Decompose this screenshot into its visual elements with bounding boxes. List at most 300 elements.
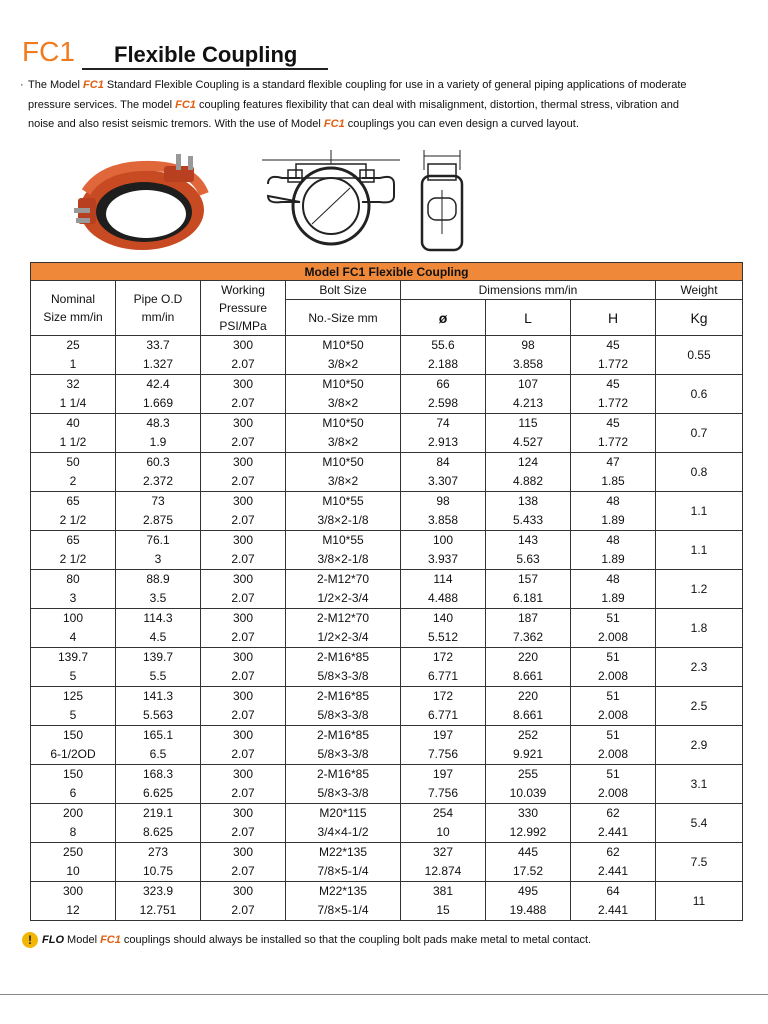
- cell-value: 2.875: [142, 513, 174, 527]
- table-cell: [116, 843, 201, 882]
- cell-value: 5.5: [149, 669, 167, 683]
- cell-value: 45: [606, 377, 620, 391]
- cell-value: 2.441: [597, 825, 629, 839]
- cell-value: 48: [606, 572, 620, 586]
- table-cell: [201, 843, 286, 882]
- cell-value: 150: [62, 767, 84, 781]
- weight-cell: 1.8: [656, 609, 743, 648]
- cell-value: 32: [66, 377, 80, 391]
- cell-value: 8.625: [142, 825, 174, 839]
- coupling-photo: [64, 152, 224, 256]
- table-cell: [571, 726, 656, 765]
- cell-value: 2.07: [231, 708, 255, 722]
- intro-text: The Model: [28, 79, 84, 91]
- cell-value: 300: [232, 416, 254, 430]
- col-working-pressure: Working Pressure PSI/MPa: [201, 281, 286, 336]
- table-cell: [116, 414, 201, 453]
- cell-value: 9.921: [512, 747, 544, 761]
- cell-value: 1.669: [142, 396, 174, 410]
- col-weight: Weight: [656, 281, 743, 300]
- cell-value: 323.9: [142, 884, 174, 898]
- table-cell: [201, 648, 286, 687]
- note-text: Model: [64, 933, 101, 946]
- table-cell: [571, 765, 656, 804]
- table-cell: [31, 609, 116, 648]
- table-cell: [31, 648, 116, 687]
- table-cell: [201, 765, 286, 804]
- cell-value: 8.661: [512, 708, 544, 722]
- table-cell: [286, 609, 401, 648]
- table-cell: [201, 804, 286, 843]
- cell-value: 1/2×2-3/4: [317, 630, 369, 644]
- table-cell: [31, 453, 116, 492]
- table-cell: [31, 414, 116, 453]
- warning-icon: !: [22, 932, 38, 948]
- cell-value: 5/8×3-3/8: [317, 708, 369, 722]
- cell-value: 3/8×2-1/8: [317, 552, 369, 566]
- side-view-drawing: [414, 150, 472, 256]
- note-text: couplings should always be installed so that the coupling bolt pads make metal to metal contact.: [120, 933, 592, 946]
- cell-value: 5/8×3-3/8: [317, 669, 369, 683]
- table-cell: [116, 570, 201, 609]
- col-kg: Kg: [656, 300, 743, 336]
- table-cell: [286, 687, 401, 726]
- table-cell: [486, 570, 571, 609]
- cell-value: 2-M12*70: [316, 572, 370, 586]
- weight-cell: 1.2: [656, 570, 743, 609]
- table-cell: [201, 531, 286, 570]
- table-cell: [571, 804, 656, 843]
- table-cell: [116, 687, 201, 726]
- cell-value: 3/8×2: [327, 435, 359, 449]
- cell-value: 2.07: [231, 591, 255, 605]
- cell-value: 381: [432, 884, 454, 898]
- cell-value: 6: [69, 786, 77, 800]
- cell-value: 495: [517, 884, 539, 898]
- cell-value: 80: [66, 572, 80, 586]
- cell-value: 2.008: [597, 669, 629, 683]
- table-row: [31, 843, 743, 882]
- cell-value: 1.89: [601, 591, 625, 605]
- col-pipe-od: Pipe O.D mm/in: [116, 281, 201, 336]
- table-row: [31, 570, 743, 609]
- cell-value: 220: [517, 689, 539, 703]
- table-row: [31, 726, 743, 765]
- cell-value: 6-1/2OD: [50, 747, 96, 761]
- table-row: [31, 687, 743, 726]
- cell-value: 65: [66, 533, 80, 547]
- cell-value: 220: [517, 650, 539, 664]
- cell-value: 98: [436, 494, 450, 508]
- cell-value: 172: [432, 650, 454, 664]
- cell-value: 3: [154, 552, 162, 566]
- cell-value: 2.07: [231, 357, 255, 371]
- cell-value: 300: [232, 728, 254, 742]
- cell-value: M10*55: [322, 494, 364, 508]
- intro-text: couplings you can even design a curved layout.: [344, 118, 579, 130]
- cell-value: M20*115: [319, 806, 367, 820]
- cell-value: 3.5: [149, 591, 167, 605]
- table-cell: [31, 531, 116, 570]
- front-view-drawing: [262, 150, 400, 256]
- table-row: [31, 375, 743, 414]
- cell-value: 254: [432, 806, 454, 820]
- cell-value: 300: [232, 806, 254, 820]
- cell-value: 2.372: [142, 474, 174, 488]
- cell-value: 5.563: [142, 708, 174, 722]
- cell-value: 200: [62, 806, 84, 820]
- weight-cell: 0.55: [656, 336, 743, 375]
- cell-value: 115: [518, 416, 538, 430]
- cell-value: 25: [66, 338, 80, 352]
- table-cell: [486, 609, 571, 648]
- cell-value: 165.1: [142, 728, 174, 742]
- model-highlight: FC1: [100, 933, 121, 946]
- weight-cell: 1.1: [656, 492, 743, 531]
- table-cell: [571, 336, 656, 375]
- cell-value: 150: [62, 728, 84, 742]
- cell-value: 5: [69, 708, 77, 722]
- cell-value: 6.5: [149, 747, 167, 761]
- cell-value: 1.772: [597, 435, 629, 449]
- cell-value: 445: [517, 845, 539, 859]
- table-cell: [286, 531, 401, 570]
- model-highlight: FC1: [175, 98, 196, 111]
- cell-value: 2.008: [597, 747, 629, 761]
- table-row: [31, 414, 743, 453]
- table-cell: [486, 765, 571, 804]
- table-cell: [31, 882, 116, 921]
- cell-value: 2.008: [597, 630, 629, 644]
- table-cell: [401, 765, 486, 804]
- cell-value: 17.52: [512, 864, 544, 878]
- cell-value: 300: [232, 494, 254, 508]
- table-cell: [486, 843, 571, 882]
- cell-value: 141.3: [142, 689, 174, 703]
- cell-value: 2 1/2: [59, 552, 87, 566]
- cell-value: 8: [69, 825, 77, 839]
- table-cell: [201, 726, 286, 765]
- cell-value: 140: [432, 611, 454, 625]
- cell-value: 6.771: [427, 708, 459, 722]
- cell-value: 2 1/2: [59, 513, 87, 527]
- bullet: ·: [20, 79, 24, 91]
- table-cell: [401, 375, 486, 414]
- cell-value: 139.7: [142, 650, 174, 664]
- weight-cell: 7.5: [656, 843, 743, 882]
- title-underline: [82, 68, 328, 70]
- cell-value: 60.3: [146, 455, 170, 469]
- weight-cell: 11: [656, 882, 743, 921]
- table-cell: [286, 804, 401, 843]
- cell-value: 64: [606, 884, 620, 898]
- table-cell: [116, 648, 201, 687]
- table-cell: [201, 882, 286, 921]
- cell-value: 327: [432, 845, 454, 859]
- cell-value: 10.039: [509, 786, 547, 800]
- table-cell: [486, 414, 571, 453]
- cell-value: 3.858: [427, 513, 459, 527]
- cell-value: 19.488: [509, 903, 547, 917]
- table-cell: [286, 570, 401, 609]
- cell-value: 100: [432, 533, 454, 547]
- table-cell: [286, 765, 401, 804]
- cell-value: 1.89: [601, 513, 625, 527]
- cell-value: 48: [606, 494, 620, 508]
- cell-value: 7/8×5-1/4: [317, 864, 369, 878]
- table-cell: [486, 492, 571, 531]
- cell-value: 45: [606, 338, 620, 352]
- table-cell: [31, 804, 116, 843]
- cell-value: 300: [232, 455, 254, 469]
- cell-value: 100: [62, 611, 84, 625]
- cell-value: 2.008: [597, 708, 629, 722]
- cell-value: M10*50: [322, 377, 364, 391]
- table-row: [31, 609, 743, 648]
- table-cell: [116, 765, 201, 804]
- weight-cell: 2.5: [656, 687, 743, 726]
- cell-value: 168.3: [142, 767, 174, 781]
- cell-value: 2.07: [231, 864, 255, 878]
- table-cell: [401, 492, 486, 531]
- cell-value: 12.992: [509, 825, 547, 839]
- cell-value: 3/8×2: [327, 474, 359, 488]
- cell-value: 2.07: [231, 903, 255, 917]
- cell-value: 40: [66, 416, 80, 430]
- intro-text: Standard Flexible Coupling is a standard flexible coupling for use in a variety of general piping applications of moderate: [103, 79, 687, 91]
- cell-value: 6.625: [142, 786, 174, 800]
- weight-cell: 1.1: [656, 531, 743, 570]
- cell-value: 51: [606, 650, 620, 664]
- table-cell: [31, 375, 116, 414]
- cell-value: 98: [521, 338, 535, 352]
- cell-value: M10*50: [322, 416, 364, 430]
- cell-value: 114.3: [143, 611, 173, 625]
- cell-value: 2.07: [231, 786, 255, 800]
- table-cell: [116, 453, 201, 492]
- table-cell: [401, 687, 486, 726]
- cell-value: 2-M16*85: [316, 728, 370, 742]
- cell-value: M10*50: [322, 338, 364, 352]
- cell-value: 12: [66, 903, 80, 917]
- cell-value: 4.488: [427, 591, 459, 605]
- col-bolt-sub: No.-Size mm: [286, 300, 401, 336]
- cell-value: 187: [517, 611, 539, 625]
- cell-value: 5: [69, 669, 77, 683]
- table-cell: [286, 453, 401, 492]
- cell-value: 2.07: [231, 435, 255, 449]
- table-cell: [571, 492, 656, 531]
- cell-value: 124: [517, 455, 539, 469]
- table-cell: [286, 843, 401, 882]
- cell-value: 7.362: [512, 630, 544, 644]
- cell-value: 2.008: [597, 786, 629, 800]
- cell-value: 1 1/4: [59, 396, 87, 410]
- cell-value: 2.07: [231, 747, 255, 761]
- cell-value: 252: [517, 728, 539, 742]
- cell-value: 2-M12*70: [316, 611, 370, 625]
- cell-value: 300: [232, 650, 254, 664]
- cell-value: 4: [69, 630, 77, 644]
- table-cell: [116, 336, 201, 375]
- cell-value: 2-M16*85: [316, 689, 370, 703]
- cell-value: 250: [62, 845, 84, 859]
- cell-value: 48: [606, 533, 620, 547]
- table-cell: [201, 336, 286, 375]
- table-cell: [201, 609, 286, 648]
- cell-value: 76.1: [146, 533, 170, 547]
- table-cell: [31, 336, 116, 375]
- cell-value: 300: [232, 377, 254, 391]
- cell-value: 1/2×2-3/4: [317, 591, 369, 605]
- cell-value: 3: [69, 591, 77, 605]
- table-cell: [401, 804, 486, 843]
- table-cell: [201, 375, 286, 414]
- table-cell: [286, 648, 401, 687]
- cell-value: 197: [432, 767, 454, 781]
- table-cell: [401, 414, 486, 453]
- cell-value: 42.4: [146, 377, 170, 391]
- cell-value: 51: [606, 611, 620, 625]
- table-cell: [116, 492, 201, 531]
- cell-value: 66: [436, 377, 450, 391]
- weight-cell: 0.8: [656, 453, 743, 492]
- cell-value: 51: [606, 728, 620, 742]
- table-cell: [486, 687, 571, 726]
- cell-value: 330: [517, 806, 539, 820]
- table-cell: [486, 882, 571, 921]
- cell-value: 143: [517, 533, 539, 547]
- table-row: [31, 648, 743, 687]
- table-cell: [486, 453, 571, 492]
- table-row: [31, 453, 743, 492]
- cell-value: 15: [436, 903, 450, 917]
- table-cell: [571, 648, 656, 687]
- weight-cell: 5.4: [656, 804, 743, 843]
- cell-value: 2.07: [231, 669, 255, 683]
- cell-value: 1.9: [149, 435, 167, 449]
- table-cell: [31, 765, 116, 804]
- cell-value: 197: [432, 728, 454, 742]
- cell-value: 6.771: [427, 669, 459, 683]
- cell-value: 300: [232, 884, 254, 898]
- cell-value: 10: [436, 825, 450, 839]
- cell-value: 3/8×2-1/8: [317, 513, 369, 527]
- table-cell: [201, 687, 286, 726]
- spec-table: [30, 262, 743, 921]
- cell-value: 300: [232, 767, 254, 781]
- table-cell: [401, 531, 486, 570]
- table-cell: [31, 843, 116, 882]
- cell-value: 2.598: [427, 396, 459, 410]
- table-cell: [286, 414, 401, 453]
- model-highlight: FC1: [83, 79, 104, 91]
- table-cell: [486, 726, 571, 765]
- cell-value: 2.913: [427, 435, 459, 449]
- table-cell: [116, 882, 201, 921]
- col-phi: ø: [401, 300, 486, 336]
- table-cell: [486, 804, 571, 843]
- cell-value: 2.188: [427, 357, 459, 371]
- cell-value: 2.07: [231, 552, 255, 566]
- cell-value: 2: [69, 474, 77, 488]
- cell-value: 2-M16*85: [316, 650, 370, 664]
- cell-value: 107: [517, 377, 539, 391]
- table-cell: [486, 336, 571, 375]
- table-cell: [486, 648, 571, 687]
- col-L: L: [486, 300, 571, 336]
- cell-value: 1.327: [142, 357, 174, 371]
- cell-value: 5/8×3-3/8: [317, 786, 369, 800]
- table-cell: [201, 570, 286, 609]
- table-caption: Model FC1 Flexible Coupling: [31, 263, 743, 281]
- table-cell: [31, 492, 116, 531]
- cell-value: 74: [436, 416, 450, 430]
- cell-value: 300: [62, 884, 84, 898]
- table-cell: [116, 609, 201, 648]
- intro-text: pressure services. The model: [28, 98, 176, 111]
- table-cell: [201, 414, 286, 453]
- cell-value: 2.07: [231, 825, 255, 839]
- cell-value: M22*135: [318, 845, 368, 859]
- page-bottom-rule: [0, 994, 768, 995]
- table-cell: [401, 453, 486, 492]
- cell-value: 4.5: [149, 630, 167, 644]
- cell-value: 10: [66, 864, 80, 878]
- table-row: [31, 531, 743, 570]
- cell-value: 4.882: [512, 474, 544, 488]
- table-cell: [401, 726, 486, 765]
- table-row: [31, 765, 743, 804]
- cell-value: 300: [232, 533, 254, 547]
- cell-value: M10*55: [322, 533, 364, 547]
- weight-cell: 2.3: [656, 648, 743, 687]
- cell-value: 125: [62, 689, 84, 703]
- cell-value: 157: [517, 572, 539, 586]
- table-cell: [201, 492, 286, 531]
- cell-value: 4.527: [512, 435, 544, 449]
- cell-value: 2.07: [231, 513, 255, 527]
- table-cell: [571, 375, 656, 414]
- cell-value: 47: [606, 455, 620, 469]
- table-cell: [116, 804, 201, 843]
- table-row: [31, 492, 743, 531]
- cell-value: 62: [606, 845, 620, 859]
- cell-value: M22*135: [318, 884, 368, 898]
- cell-value: 1.89: [601, 552, 625, 566]
- table-row: [31, 804, 743, 843]
- cell-value: 273: [147, 845, 169, 859]
- weight-cell: 0.6: [656, 375, 743, 414]
- cell-value: 300: [232, 611, 254, 625]
- cell-value: 172: [432, 689, 454, 703]
- cell-value: 33.7: [146, 338, 170, 352]
- table-row: [31, 882, 743, 921]
- installation-note: [22, 932, 591, 948]
- cell-value: 7/8×5-1/4: [317, 903, 369, 917]
- table-cell: [286, 336, 401, 375]
- cell-value: 48.3: [146, 416, 170, 430]
- cell-value: 51: [606, 767, 620, 781]
- cell-value: 2-M16*85: [316, 767, 370, 781]
- cell-value: 3/4×4-1/2: [317, 825, 369, 839]
- table-cell: [31, 726, 116, 765]
- cell-value: 3.937: [427, 552, 459, 566]
- cell-value: 300: [232, 572, 254, 586]
- table-cell: [486, 531, 571, 570]
- intro-text: noise and also resist seismic tremors. With the use of Model: [28, 118, 324, 130]
- cell-value: 5/8×3-3/8: [317, 747, 369, 761]
